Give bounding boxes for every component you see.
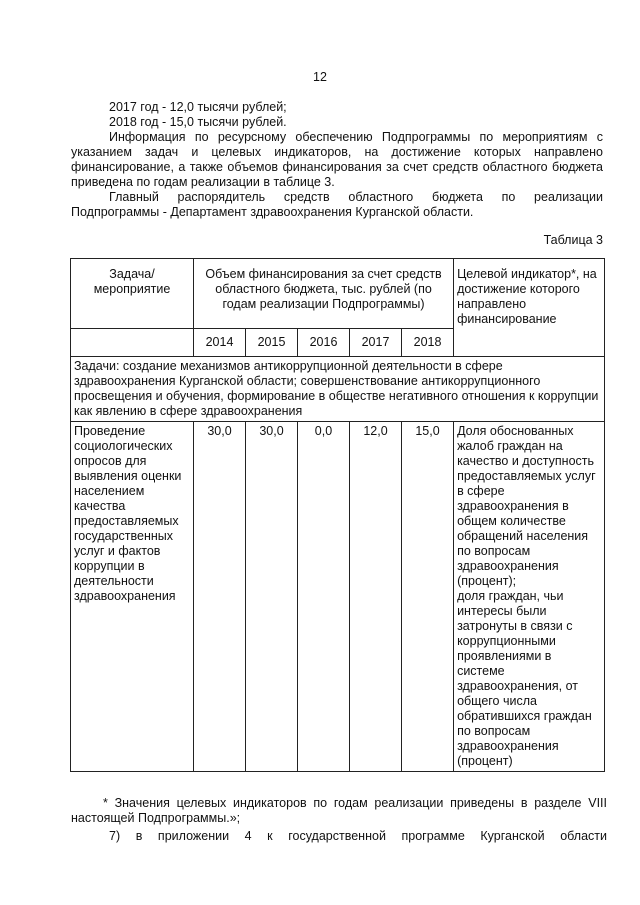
year-header: 2015 (246, 329, 298, 357)
page-number: 12 (313, 70, 327, 84)
table-row (71, 422, 605, 772)
intro-text (71, 100, 603, 220)
value-cell: 30,0 (246, 422, 298, 772)
indicator-item: Доля обоснованных жалоб граждан на качество и доступность предоставляемых услуг в сфере здравоохранения в общем количестве обращений населения по вопросам здравоохранения (процент); (457, 424, 596, 588)
activity-cell: Проведение социологических опросов для выявления оценки населением качества предоставляемых государственных услуг и фактов коррупции в деятельности здравоохранения (71, 422, 194, 772)
indicator-cell (454, 422, 605, 772)
header-row (71, 259, 605, 329)
intro-paragraph: 2018 год - 15,0 тысячи рублей. (109, 115, 287, 129)
year-header: 2017 (350, 329, 402, 357)
task-column-header: Задача/ мероприятие (71, 259, 194, 329)
footnote-text: * Значения целевых индикаторов по годам реализации приведены в разделе VIII настоящей Подпрограммы.»; (71, 796, 607, 825)
funding-table (70, 258, 605, 772)
value-cell: 30,0 (194, 422, 246, 772)
year-header: 2018 (402, 329, 454, 357)
intro-paragraph: Главный распорядитель средств областного бюджета по реализации Подпрограммы - Департамент здравоохранения Курганской области. (71, 190, 603, 219)
task-row (71, 357, 605, 422)
amendment-line: 7) в приложении 4 к государственной программе Курганской области (109, 829, 607, 843)
funding-column-header: Объем финансирования за счет средств областного бюджета, тыс. рублей (по годам реализации Подпрограммы) (194, 259, 454, 329)
value-cell: 0,0 (298, 422, 350, 772)
value-cell: 12,0 (350, 422, 402, 772)
intro-paragraph: Информация по ресурсному обеспечению Подпрограммы по мероприятиям с указанием задач и целевых индикаторов, на достижение которых направлено финансирование, а также объемов финансирования за счет средств областного бюджета приведена по годам реализации в таблице 3. (71, 130, 603, 189)
table-caption: Таблица 3 (543, 233, 603, 247)
year-header: 2016 (298, 329, 350, 357)
empty-cell (71, 329, 194, 357)
task-description: Задачи: создание механизмов антикоррупционной деятельности в сфере здравоохранения Курганской области; совершенствование антикоррупционного просвещения и обучения, формирование в обществе негативного отношения к коррупции как явлению в сфере здравоохранения (71, 357, 605, 422)
indicator-item: доля граждан, чьи интересы были затронуты в связи с коррупционными проявлениями в системе здравоохранения, от общего числа обратившихся граждан по вопросам здравоохранения (процент) (457, 589, 592, 768)
intro-paragraph: 2017 год - 12,0 тысячи рублей; (109, 100, 287, 114)
footnote (71, 796, 607, 826)
value-cell: 15,0 (402, 422, 454, 772)
indicator-column-header: Целевой индикатор*, на достижение которого направлено финансирование (454, 259, 605, 357)
year-header: 2014 (194, 329, 246, 357)
